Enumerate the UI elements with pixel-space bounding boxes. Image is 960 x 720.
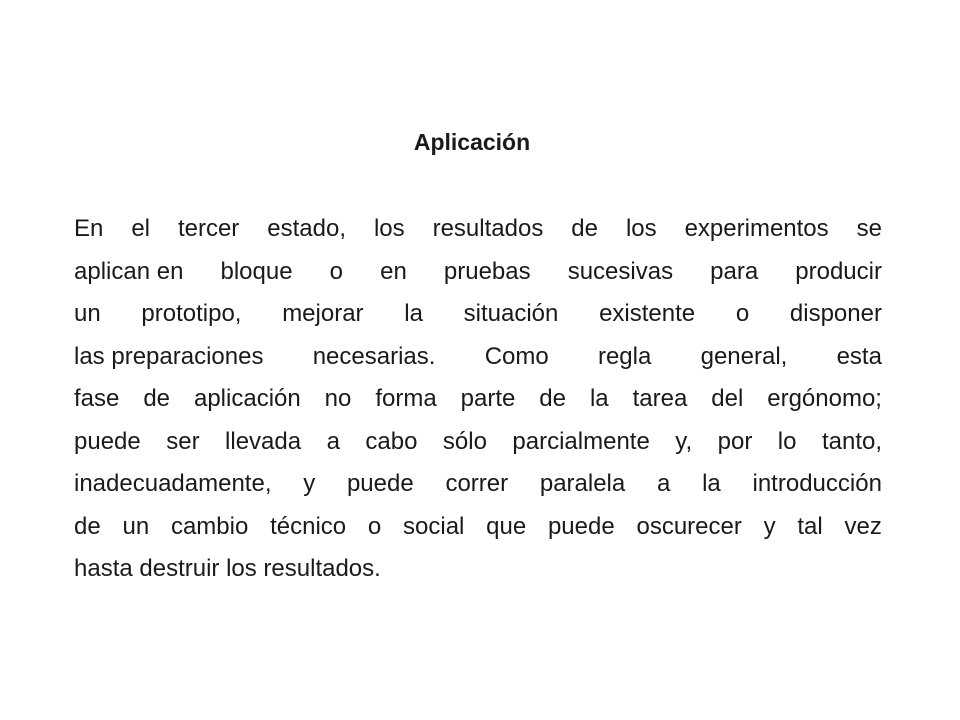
- paragraph-word: vez: [844, 512, 882, 540]
- paragraph-word: o: [735, 300, 750, 327]
- paragraph-word: de: [74, 512, 101, 540]
- paragraph-line: [74, 378, 882, 421]
- paragraph-word: la: [589, 385, 609, 412]
- paragraph-word: cambio: [170, 512, 249, 540]
- paragraph-word: el: [131, 215, 150, 242]
- paragraph-word: o: [329, 257, 344, 285]
- paragraph-word: a: [326, 427, 340, 455]
- paragraph-word: sólo: [442, 427, 487, 455]
- paragraph-word: bloque: [220, 257, 293, 285]
- paragraph-word: a: [656, 470, 671, 497]
- paragraph-word: Como: [484, 342, 549, 370]
- paragraph-word: tal: [797, 512, 823, 540]
- paragraph-word: inadecuadamente,: [74, 470, 272, 497]
- paragraph-word: parcialmente: [512, 427, 650, 455]
- paragraph-word: o: [367, 512, 382, 540]
- paragraph-line: [74, 506, 882, 549]
- paragraph-word: no: [324, 385, 352, 412]
- paragraph-line: [74, 251, 882, 294]
- paragraph-word: de: [143, 385, 171, 412]
- paragraph-line: [74, 208, 882, 251]
- paragraph-line: [74, 421, 882, 464]
- paragraph-word: regla: [597, 342, 652, 370]
- paragraph-word: tanto,: [821, 427, 882, 455]
- paragraph-word: para: [710, 257, 759, 285]
- paragraph-word: general,: [700, 342, 788, 370]
- paragraph-word: aplicación: [193, 385, 301, 412]
- paragraph-word: puede: [547, 512, 615, 540]
- paragraph-word: los: [373, 215, 405, 242]
- paragraph-word: y: [303, 470, 316, 497]
- paragraph-word: esta: [836, 342, 882, 370]
- paragraph-word: introducción: [752, 470, 882, 497]
- paragraph-line: [74, 548, 882, 591]
- paragraph-word: necesarias.: [312, 342, 436, 370]
- paragraph-word: la: [404, 300, 423, 327]
- paragraph-word: las preparaciones: [74, 342, 264, 370]
- paragraph-word: prototipo,: [141, 300, 242, 327]
- paragraph-word: social: [403, 512, 465, 540]
- paragraph-word: que: [486, 512, 527, 540]
- paragraph-word: aplican en: [74, 257, 184, 285]
- paragraph-line: [74, 293, 882, 336]
- paragraph-word: hasta destruir los resultados.: [74, 555, 381, 582]
- paragraph-word: resultados: [432, 215, 544, 242]
- paragraph-word: por: [717, 427, 753, 455]
- paragraph-line: [74, 336, 882, 379]
- paragraph-word: existente: [599, 300, 696, 327]
- paragraph-word: cabo: [365, 427, 418, 455]
- paragraph-word: un: [122, 512, 150, 540]
- paragraph-word: producir: [795, 257, 882, 285]
- paragraph-word: pruebas: [443, 257, 531, 285]
- paragraph-line: [74, 463, 882, 506]
- paragraph-word: del: [711, 385, 744, 412]
- paragraph-word: de: [539, 385, 566, 412]
- paragraph-word: la: [702, 470, 721, 497]
- paragraph-word: mejorar: [282, 300, 364, 327]
- paragraph-word: disponer: [789, 300, 882, 327]
- paragraph-word: oscurecer: [636, 512, 742, 540]
- document-title: Aplicación: [413, 129, 531, 155]
- paragraph-word: experimentos: [684, 215, 829, 242]
- paragraph-word: y,: [675, 427, 693, 455]
- paragraph-word: En: [74, 215, 104, 242]
- paragraph-word: paralela: [539, 470, 626, 497]
- paragraph-word: los: [625, 215, 657, 242]
- paragraph-word: puede: [74, 427, 141, 455]
- paragraph-word: sucesivas: [567, 257, 674, 285]
- paragraph-word: ser: [166, 427, 200, 455]
- paragraph-word: un: [74, 300, 101, 327]
- paragraph-word: situación: [463, 300, 559, 327]
- paragraph-word: fase: [74, 385, 120, 412]
- paragraph-word: de: [571, 215, 598, 242]
- paragraph-word: se: [856, 215, 882, 242]
- paragraph-word: parte: [460, 385, 516, 412]
- paragraph-word: tercer: [177, 215, 240, 242]
- paragraph-word: llevada: [225, 427, 302, 455]
- paragraph-word: en: [380, 257, 407, 285]
- paragraph-word: técnico: [270, 512, 347, 540]
- paragraph-word: correr: [445, 470, 509, 497]
- paragraph-word: ergónomo;: [767, 385, 882, 412]
- paragraph-word: y: [763, 512, 776, 540]
- paragraph-word: puede: [346, 470, 414, 497]
- paragraph-word: tarea: [632, 385, 688, 412]
- body-paragraph: [74, 208, 882, 591]
- paragraph-word: estado,: [267, 215, 346, 242]
- paragraph-word: lo: [777, 427, 797, 455]
- paragraph-word: forma: [375, 385, 437, 412]
